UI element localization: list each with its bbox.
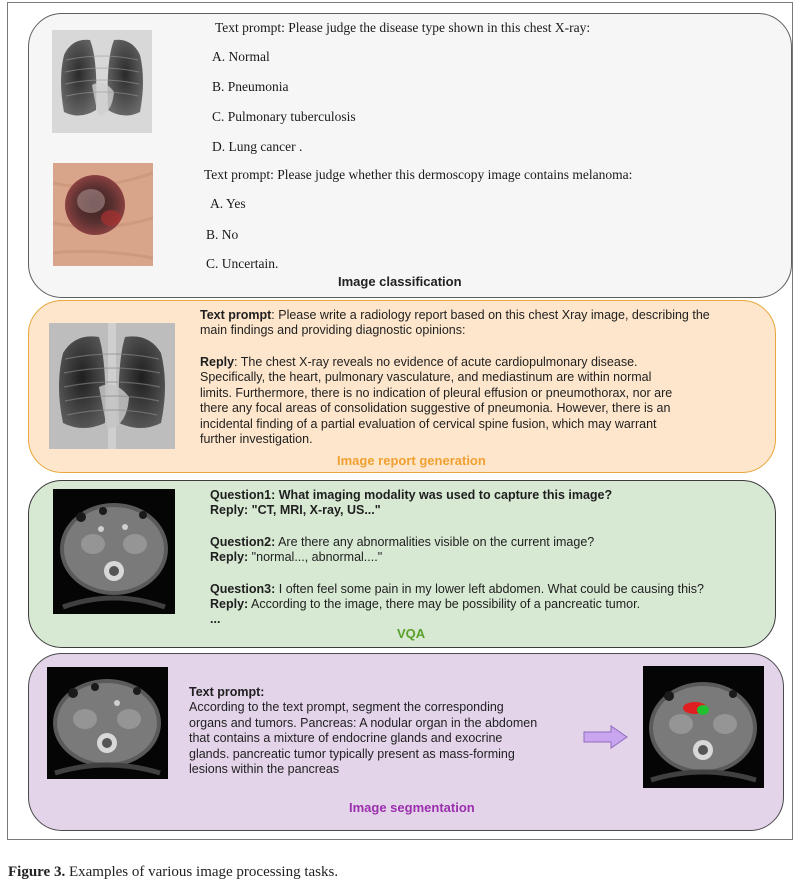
segmentation-line-5: lesions within the pancreas	[189, 762, 340, 776]
segmentation-line-3: that contains a mixture of endocrine glands and exocrine	[189, 731, 503, 745]
vqa-question-2-text: Are there any abnormalities visible on the current image?	[275, 535, 595, 549]
segmentation-output-ct	[643, 666, 764, 788]
vqa-ellipsis: ...	[210, 612, 221, 626]
report-reply-line-5: incidental finding of a partial evaluation of cervical spine fusion, which may warrant	[200, 417, 657, 431]
vqa-reply-3	[210, 597, 640, 612]
vqa-ct-scan	[53, 489, 175, 614]
figure-caption	[8, 864, 338, 881]
segmentation-line-4: glands. pancreatic tumor typically present as mass-forming	[189, 747, 515, 761]
report-reply-line-4: there any focal areas of consolidation suggestive of pneumonia. However, there is an	[200, 401, 671, 415]
segmentation-line-2: organs and tumors. Pancreas: A nodular organ in the abdomen	[189, 716, 538, 730]
classification-q2-prompt: Text prompt: Please judge whether this dermoscopy image contains melanoma:	[204, 167, 633, 182]
vqa-reply-2	[210, 550, 382, 565]
classification-q1-option-c: C. Pulmonary tuberculosis	[212, 109, 356, 124]
vqa-question-3-label: Question3:	[210, 582, 276, 596]
vqa-title: VQA	[397, 626, 426, 641]
vqa-reply-3-text: According to the image, there may be possibility of a pancreatic tumor.	[248, 597, 641, 611]
vqa-question-3-text: I often feel some pain in my lower left abdomen. What could be causing this?	[275, 582, 705, 596]
report-prompt-text-1: : Please write a radiology report based on this chest Xray image, describing the	[271, 308, 710, 322]
tumor-mask	[697, 705, 709, 715]
classification-q1-option-a: A. Normal	[212, 49, 270, 64]
segmentation-prompt-label: Text prompt:	[189, 685, 265, 699]
report-reply-line-1	[200, 355, 638, 370]
classification-q2-option-b: B. No	[206, 227, 239, 242]
report-reply-line-6: further investigation.	[200, 432, 313, 446]
figure-caption-text: Examples of various image processing tasks.	[65, 864, 339, 880]
report-prompt-line-2: main findings and providing diagnostic opinions:	[200, 323, 466, 337]
classification-q1-option-d: D. Lung cancer .	[212, 139, 303, 154]
classification-q2-option-a: A. Yes	[210, 196, 246, 211]
report-reply-label: Reply	[200, 355, 235, 369]
dermoscopy-thumbnail	[53, 163, 153, 266]
report-chest-xray	[49, 323, 175, 449]
report-prompt-label: Text prompt	[200, 308, 272, 322]
report-prompt-line-1	[200, 308, 710, 323]
report-reply-text-1: : The chest X-ray reveals no evidence of acute cardiopulmonary disease.	[234, 355, 638, 369]
report-reply-line-2: Specifically, the heart, pulmonary vasculature, and mediastinum are within normal	[200, 370, 652, 384]
segmentation-input-ct	[47, 667, 168, 779]
classification-q1-prompt: Text prompt: Please judge the disease type shown in this chest X-ray:	[215, 20, 591, 35]
vqa-question-2	[210, 535, 594, 550]
classification-title: Image classification	[338, 274, 462, 289]
vqa-reply-2-label: Reply:	[210, 550, 249, 564]
report-reply-line-3: limits. Furthermore, there is no indication of pleural effusion or pneumothorax, nor are	[200, 386, 673, 400]
segmentation-line-1: According to the text prompt, segment the corresponding	[189, 700, 504, 714]
figure-caption-label: Figure 3.	[8, 864, 66, 880]
classification-q2-option-c: C. Uncertain.	[206, 256, 279, 271]
classification-q1-option-b: B. Pneumonia	[212, 79, 289, 94]
report-title: Image report generation	[337, 453, 486, 468]
vqa-question-2-label: Question2:	[210, 535, 276, 549]
vqa-reply-2-text: "normal..., abnormal...."	[248, 550, 383, 564]
chest-xray-thumbnail	[52, 30, 152, 133]
vqa-reply-3-label: Reply:	[210, 597, 249, 611]
right-arrow-icon	[583, 724, 629, 750]
vqa-reply-1: Reply: "CT, MRI, X-ray, US..."	[210, 503, 381, 517]
vqa-question-3	[210, 582, 704, 597]
vqa-question-1: Question1: What imaging modality was used to capture this image?	[210, 488, 613, 502]
segmentation-title: Image segmentation	[349, 800, 475, 815]
